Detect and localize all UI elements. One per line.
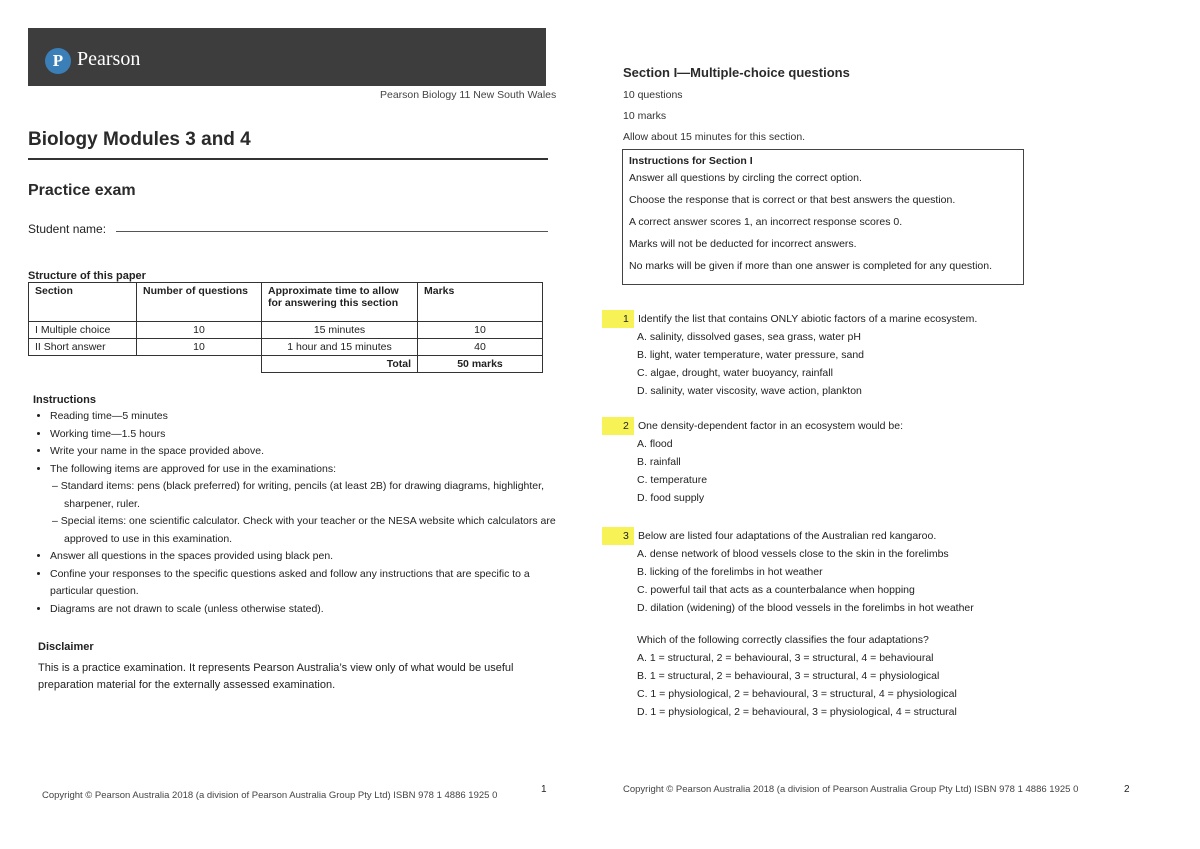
table-cell: 10 xyxy=(137,322,262,339)
title-divider xyxy=(28,158,548,160)
total-value: 50 marks xyxy=(418,356,543,373)
box-line: Answer all questions by circling the correct option. xyxy=(629,172,862,184)
box-line: Marks will not be deducted for incorrect answers. xyxy=(629,238,857,250)
disclaimer-title: Disclaimer xyxy=(38,641,94,653)
box-line: No marks will be given if more than one answer is completed for any question. xyxy=(629,260,993,272)
answer-option[interactable]: B. rainfall xyxy=(637,456,681,468)
page-number: 1 xyxy=(541,784,547,795)
question-followup: Which of the following correctly classifies the four adaptations? xyxy=(637,634,929,646)
answer-option[interactable]: D. 1 = physiological, 2 = behavioural, 3 = physiological, 4 = structural xyxy=(637,706,957,718)
adaptation-item: D. dilation (widening) of the blood vessels in the forelimbs in hot weather xyxy=(637,602,974,614)
instruction-item: • Working time—1.5 hours xyxy=(50,426,570,444)
question-number: 2 xyxy=(623,420,629,432)
structure-table xyxy=(28,282,543,373)
answer-option[interactable]: C. temperature xyxy=(637,474,708,486)
sub-instructions-list xyxy=(50,478,570,548)
table-header: Approximate time to allow for answering this section xyxy=(262,283,418,322)
answer-option[interactable]: D. food supply xyxy=(637,492,705,504)
instruction-item: • Answer all questions in the spaces provided using black pen. xyxy=(50,548,570,566)
book-subheading: Pearson Biology 11 New South Wales xyxy=(380,89,557,101)
table-row xyxy=(29,339,543,356)
section-info: 10 questions xyxy=(623,89,683,101)
adaptation-item: B. licking of the forelimbs in hot weather xyxy=(637,566,823,578)
table-cell: 10 xyxy=(137,339,262,356)
answer-option[interactable]: A. salinity, dissolved gases, sea grass, water pH xyxy=(637,331,861,343)
box-line: A correct answer scores 1, an incorrect response scores 0. xyxy=(629,216,903,228)
pearson-logo-icon: P xyxy=(45,48,71,74)
table-cell: II Short answer xyxy=(29,339,137,356)
table-cell: 1 hour and 15 minutes xyxy=(262,339,418,356)
answer-option[interactable]: C. 1 = physiological, 2 = behavioural, 3 = structural, 4 = physiological xyxy=(637,688,957,700)
instruction-item: • Diagrams are not drawn to scale (unless otherwise stated). xyxy=(50,601,570,619)
table-cell: 40 xyxy=(418,339,543,356)
question-text: Identify the list that contains ONLY abiotic factors of a marine ecosystem. xyxy=(638,313,978,325)
student-name-field[interactable] xyxy=(116,231,548,232)
exam-subtitle: Practice exam xyxy=(28,182,136,199)
question-2 xyxy=(623,417,903,507)
answer-option[interactable]: A. 1 = structural, 2 = behavioural, 3 = structural, 4 = behavioural xyxy=(637,652,934,664)
sub-instruction-item: – Standard items: pens (black preferred) for writing, pencils (at least 2B) for drawing diagrams, highlighter, sharpener, ruler. xyxy=(64,478,570,513)
table-header: Number of questions xyxy=(137,283,262,322)
answer-option[interactable]: A. flood xyxy=(637,438,673,450)
sub-instruction-item: – Special items: one scientific calculator. Check with your teacher or the NESA website which calculators are approved to use in this examination. xyxy=(64,513,570,548)
question-3 xyxy=(623,527,974,721)
brand-name: Pearson xyxy=(77,48,141,70)
table-total-row xyxy=(29,356,543,373)
section-info: 10 marks xyxy=(623,110,667,122)
table-row xyxy=(29,322,543,339)
instruction-text: The following items are approved for use in the examinations: xyxy=(50,462,336,475)
adaptation-item: A. dense network of blood vessels close to the skin in the forelimbs xyxy=(637,548,949,560)
box-title: Instructions for Section I xyxy=(629,155,753,167)
table-cell: 10 xyxy=(418,322,543,339)
section-title: Section I—Multiple-choice questions xyxy=(623,65,850,80)
question-number: 1 xyxy=(623,313,629,325)
table-header: Section xyxy=(29,283,137,322)
adaptation-item: C. powerful tail that acts as a counterbalance when hopping xyxy=(637,584,915,596)
question-number: 3 xyxy=(623,530,629,542)
copyright-footer: Copyright © Pearson Australia 2018 (a division of Pearson Australia Group Pty Ltd) ISBN 978 1 4886 1925 0 xyxy=(623,784,1079,795)
instructions-title: Instructions xyxy=(33,394,96,406)
student-name-label: Student name: xyxy=(28,222,107,236)
instruction-item: • Confine your responses to the specific questions asked and follow any instructions that are specific to a particular question. xyxy=(50,566,570,601)
instruction-item: • Reading time—5 minutes xyxy=(50,408,570,426)
instructions-list xyxy=(36,408,570,618)
box-line: Choose the response that is correct or that best answers the question. xyxy=(629,194,956,206)
question-text: Below are listed four adaptations of the Australian red kangaroo. xyxy=(638,530,937,542)
answer-option[interactable]: B. light, water temperature, water pressure, sand xyxy=(637,349,865,361)
section-info: Allow about 15 minutes for this section. xyxy=(623,131,806,143)
table-cell: 15 minutes xyxy=(262,322,418,339)
total-label: Total xyxy=(262,356,418,373)
answer-option[interactable]: D. salinity, water viscosity, wave action, plankton xyxy=(637,385,862,397)
table-cell: I Multiple choice xyxy=(29,322,137,339)
section-instructions-box xyxy=(622,149,1024,285)
instruction-item xyxy=(50,461,570,549)
structure-title: Structure of this paper xyxy=(28,270,146,282)
answer-option[interactable]: C. algae, drought, water buoyancy, rainfall xyxy=(637,367,833,379)
answer-option[interactable]: B. 1 = structural, 2 = behavioural, 3 = structural, 4 = physiological xyxy=(637,670,940,682)
page-number: 2 xyxy=(1124,784,1130,795)
question-text: One density-dependent factor in an ecosystem would be: xyxy=(638,420,903,432)
copyright-footer: Copyright © Pearson Australia 2018 (a division of Pearson Australia Group Pty Ltd) ISBN 978 1 4886 1925 0 xyxy=(42,790,498,801)
instruction-item: • Write your name in the space provided above. xyxy=(50,443,570,461)
exam-title: Biology Modules 3 and 4 xyxy=(28,129,251,150)
question-1 xyxy=(623,310,977,400)
disclaimer-text: This is a practice examination. It represents Pearson Australia’s view only of what would be useful preparation material for the externally assessed examination. xyxy=(38,662,514,691)
table-header: Marks xyxy=(418,283,543,322)
